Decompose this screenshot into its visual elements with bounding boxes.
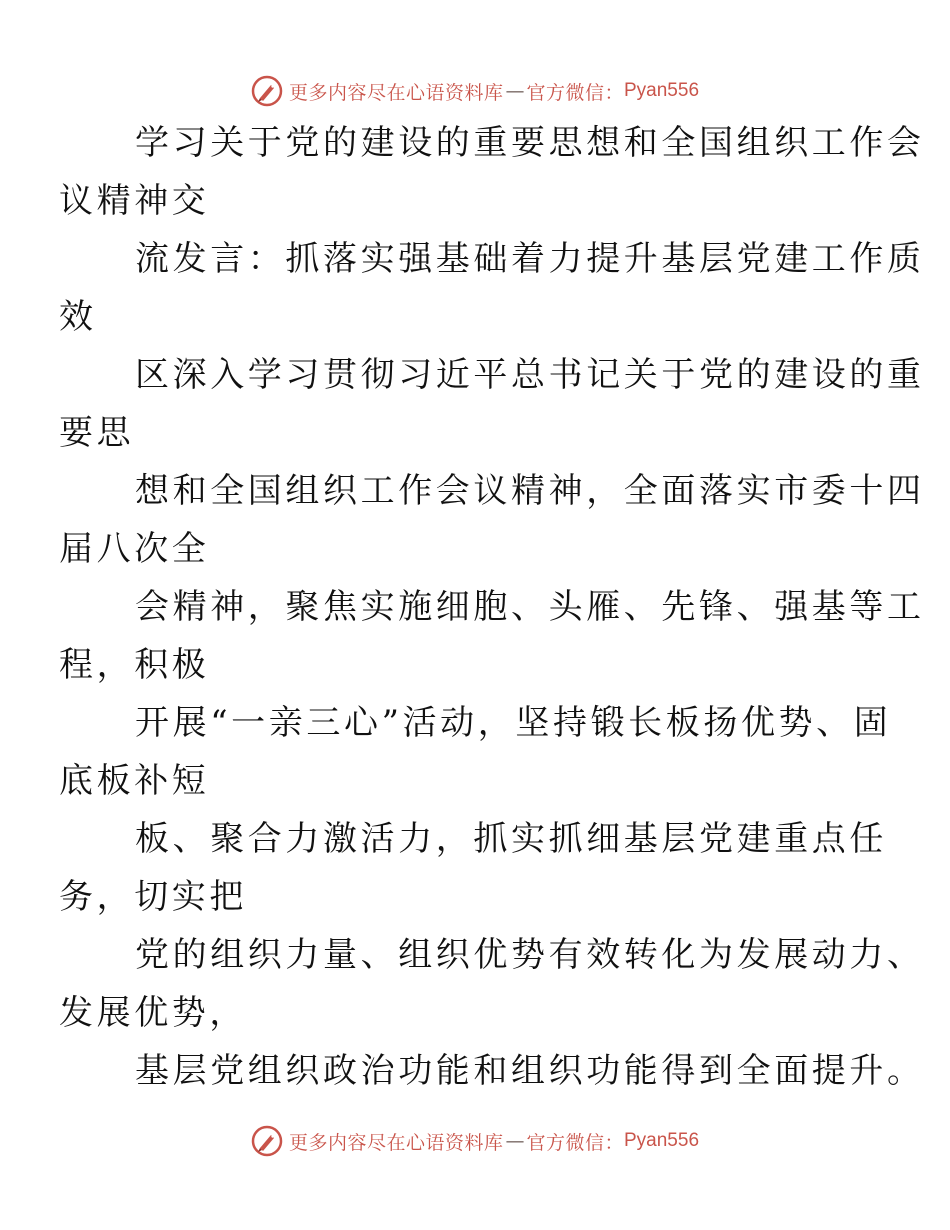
- paragraph-line: 流发言：抓落实强基础着力提升基层党建工作质: [135, 239, 925, 279]
- paragraph-line: 板、聚合力激活力，抓实抓细基层党建重点任: [135, 819, 887, 859]
- paragraph-line: 开展“一亲三心”活动，坚持锻长板扬优势、固: [135, 703, 892, 743]
- paragraph: [59, 230, 925, 346]
- paragraph: [59, 694, 892, 810]
- paragraph-line: 议精神交: [59, 181, 210, 221]
- watermark-text: 更多内容尽在心语资料库: [288, 1131, 504, 1154]
- paragraph-line: 要思: [59, 413, 135, 453]
- watermark-label: 官方微信：: [526, 1131, 624, 1154]
- paragraph-line: 届八次全: [59, 529, 210, 569]
- watermark-handle: Pyan556: [624, 80, 700, 101]
- paragraph: [59, 346, 925, 462]
- paragraph: [59, 810, 887, 926]
- paragraph-line: 会精神，聚焦实施细胞、头雁、先锋、强基等工: [135, 587, 925, 627]
- watermark-dash: —: [505, 1130, 525, 1152]
- paragraph-line: 学习关于党的建设的重要思想和全国组织工作会: [135, 123, 925, 163]
- paragraph: [59, 462, 925, 578]
- paragraph-line: 务，切实把: [59, 877, 247, 917]
- paragraph-line: 发展优势，: [59, 993, 247, 1033]
- pen-logo-icon: [251, 75, 283, 107]
- paragraph: [97, 1042, 925, 1100]
- paragraph-line: 想和全国组织工作会议精神，全面落实市委十四: [135, 471, 925, 511]
- header-watermark: [0, 71, 950, 111]
- paragraph-line: 党的组织力量、组织优势有效转化为发展动力、: [135, 935, 925, 975]
- document-body: [59, 114, 925, 1100]
- paragraph-line: 基层党组织政治功能和组织功能得到全面提升。: [135, 1051, 925, 1091]
- paragraph: [59, 114, 925, 230]
- paragraph: [59, 578, 925, 694]
- paragraph-line: 底板补短: [59, 761, 210, 801]
- paragraph-line: 效: [59, 297, 97, 337]
- paragraph-line: 程，积极: [59, 645, 210, 685]
- paragraph-line: 区深入学习贯彻习近平总书记关于党的建设的重: [135, 355, 925, 395]
- watermark-text: 更多内容尽在心语资料库: [288, 81, 504, 104]
- watermark-dash: —: [505, 80, 525, 102]
- pen-logo-icon: [251, 1125, 283, 1157]
- footer-watermark: [0, 1121, 950, 1161]
- watermark-handle: Pyan556: [624, 1130, 700, 1151]
- watermark-label: 官方微信：: [526, 81, 624, 104]
- paragraph: [59, 926, 925, 1042]
